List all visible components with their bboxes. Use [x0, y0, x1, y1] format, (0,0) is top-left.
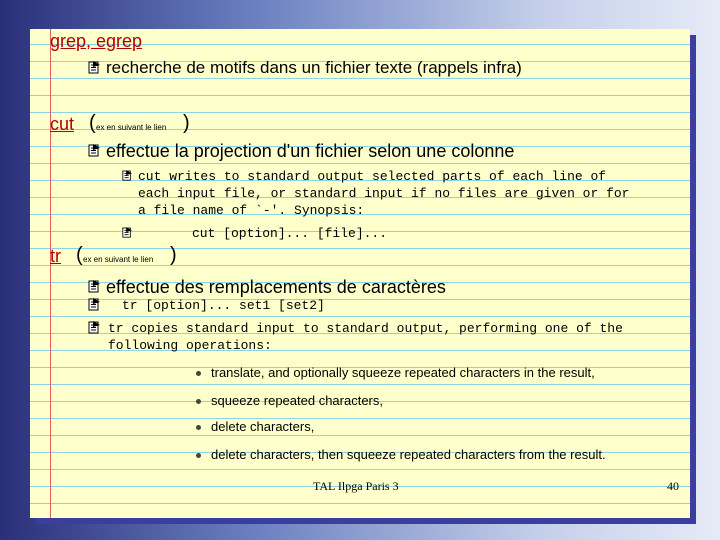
notepad-arrow-icon	[88, 321, 100, 335]
tr-desc-line2: following operations:	[108, 338, 272, 353]
grep-bullet-text: recherche de motifs dans un fichier texte (rappels infra)	[106, 58, 522, 77]
footer-title: TAL Ilpga Paris 3	[313, 479, 399, 493]
margin-line	[50, 29, 51, 518]
slide	[30, 29, 690, 518]
cut-title: cut	[50, 114, 75, 134]
cut-desc-line2: each input file, or standard input if no files are given or for	[138, 186, 630, 201]
notepad-arrow-icon	[88, 61, 100, 75]
tr-paren-open: (	[76, 244, 83, 266]
cut-bullet-text: effectue la projection d'un fichier selon une colonne	[106, 141, 515, 161]
tr-desc-line1: tr copies standard input to standard output, performing one of the	[108, 321, 623, 336]
tr-bullet-text: effectue des remplacements de caractères	[106, 277, 446, 297]
bullet-dot-icon	[196, 453, 201, 458]
notepad-arrow-icon	[88, 280, 100, 294]
page-number: 40	[667, 479, 679, 493]
bullet-dot-icon	[196, 425, 201, 430]
grep-title: grep, egrep	[50, 31, 143, 51]
cut-link-note[interactable]: ex en suivant le lien	[96, 123, 167, 132]
notepad-arrow-icon	[88, 298, 100, 312]
cut-desc-line1: cut writes to standard output selected parts of each line of	[138, 169, 607, 184]
tr-op-4: delete characters, then squeeze repeated characters from the result.	[211, 447, 606, 462]
tr-op-1: translate, and optionally squeeze repeated characters in the result,	[211, 365, 595, 380]
tr-paren-close: )	[170, 244, 177, 266]
notepad-arrow-icon	[122, 170, 132, 182]
notepad-arrow-icon	[122, 227, 132, 239]
tr-op-2: squeeze repeated characters,	[211, 393, 383, 408]
tr-op-3: delete characters,	[211, 419, 315, 434]
cut-paren-open: (	[89, 112, 96, 134]
bullet-dot-icon	[196, 371, 201, 376]
cut-synopsis: cut [option]... [file]...	[192, 226, 388, 241]
tr-title: tr	[50, 246, 61, 266]
notepad-arrow-icon	[88, 144, 100, 158]
cut-desc-line3: a file name of `-'. Synopsis:	[138, 203, 365, 218]
cut-paren-close: )	[183, 112, 190, 134]
tr-synopsis: tr [option]... set1 [set2]	[122, 298, 325, 313]
tr-link-note[interactable]: ex en suivant le lien	[83, 255, 154, 264]
bullet-dot-icon	[196, 399, 201, 404]
